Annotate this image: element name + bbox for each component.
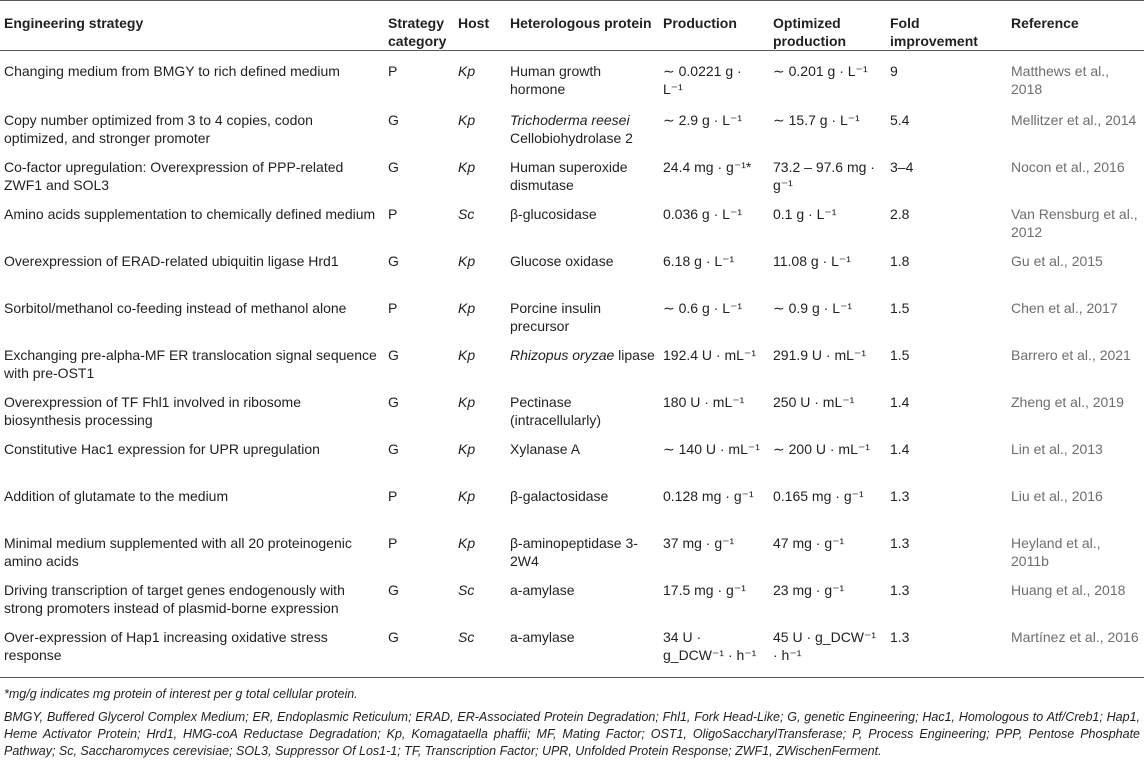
cell-optimized: 11.08 g · L⁻¹ [773, 252, 851, 269]
cell-protein: Xylanase A [510, 440, 581, 457]
cell-host: Kp [458, 299, 476, 316]
cell-fold: 1.5 [890, 299, 910, 316]
cell-reference[interactable]: Zheng et al., 2019 [1011, 393, 1124, 410]
header-category: Strategy category [384, 1, 454, 51]
cell-strategy: Copy number optimized from 3 to 4 copies, codon optimized, and stronger promoter [4, 111, 313, 146]
cell-reference[interactable]: Chen et al., 2017 [1011, 299, 1118, 316]
cell-protein: β-glucosidase [510, 205, 597, 222]
cell-reference[interactable]: Martínez et al., 2016 [1007, 623, 1144, 678]
cell-category: G [388, 252, 399, 269]
cell-optimized: ∼ 0.9 g · L⁻¹ [773, 299, 853, 316]
cell-category: P [388, 487, 398, 504]
cell-strategy: Addition of glutamate to the medium [4, 487, 229, 504]
cell-host: Kp [458, 440, 476, 457]
cell-host: Kp [458, 111, 476, 128]
table-row [0, 51, 1144, 106]
cell-protein: Human growth hormone [510, 63, 602, 97]
table-notes [0, 678, 1144, 760]
cell-production: ∼ 140 U · mL⁻¹ [663, 440, 760, 457]
cell-strategy: Overexpression of ERAD-related ubiquitin ligase Hrd1 [4, 252, 339, 269]
cell-fold: 2.8 [890, 205, 910, 222]
footnote: *mg/g indicates mg protein of interest per g total cellular protein. [4, 687, 358, 701]
cell-fold: 1.8 [890, 252, 910, 269]
cell-production: 0.128 mg · g⁻¹ [663, 487, 754, 504]
cell-category: G [388, 393, 399, 410]
cell-strategy: Exchanging pre-alpha-MF ER translocation signal sequence with pre-OST1 [4, 346, 377, 381]
cell-production: 180 U · mL⁻¹ [663, 393, 745, 410]
cell-reference[interactable]: Liu et al., 2016 [1011, 487, 1103, 504]
cell-reference[interactable]: Lin et al., 2013 [1011, 440, 1103, 457]
cell-protein [506, 341, 659, 388]
header-strategy: Engineering strategy [0, 1, 384, 51]
cell-optimized: 291.9 U · mL⁻¹ [773, 346, 866, 363]
cell-strategy: Changing medium from BMGY to rich defined medium [4, 63, 340, 79]
cell-category: P [388, 534, 398, 551]
table-row [0, 341, 1144, 388]
header-host: Host [454, 1, 506, 51]
cell-strategy: Co-factor upregulation: Overexpression of PPP-related ZWF1 and SOL3 [4, 158, 344, 193]
cell-host: Kp [458, 63, 476, 79]
cell-host: Kp [458, 393, 476, 410]
protein-species: Trichoderma reesei [510, 111, 630, 128]
cell-optimized: ∼ 200 U · mL⁻¹ [773, 440, 870, 457]
cell-protein: β-galactosidase [510, 487, 609, 504]
cell-category: G [384, 623, 454, 678]
cell-fold: 1.4 [890, 393, 910, 410]
table-row [0, 294, 1144, 341]
cell-optimized: 47 mg · g⁻¹ [773, 534, 845, 551]
cell-protein: Glucose oxidase [510, 252, 614, 269]
cell-protein [506, 106, 659, 153]
cell-production: 24.4 mg · g⁻¹* [663, 158, 752, 175]
header-fold: Fold improvement [886, 1, 1007, 51]
cell-host: Kp [458, 487, 476, 504]
cell-fold: 1.5 [890, 346, 910, 363]
cell-production: 17.5 mg · g⁻¹ [663, 581, 746, 598]
cell-host: Sc [454, 623, 506, 678]
table-row [0, 576, 1144, 623]
cell-production: ∼ 0.0221 g · L⁻¹ [663, 63, 742, 97]
cell-host: Kp [458, 252, 476, 269]
table-row [0, 482, 1144, 529]
cell-reference[interactable]: Nocon et al., 2016 [1011, 158, 1125, 175]
cell-category: P [388, 205, 398, 222]
cell-production: 34 U · g_DCW⁻¹ · h⁻¹ [659, 623, 769, 678]
cell-category: G [388, 111, 399, 128]
cell-fold: 9 [890, 63, 898, 79]
cell-production: ∼ 2.9 g · L⁻¹ [663, 111, 743, 128]
table-row [0, 388, 1144, 435]
cell-fold: 3–4 [890, 158, 914, 175]
header-reference: Reference [1007, 1, 1144, 51]
table-row [0, 200, 1144, 247]
cell-reference[interactable]: Mellitzer et al., 2014 [1011, 111, 1137, 128]
cell-fold: 1.4 [890, 440, 910, 457]
cell-host: Kp [458, 346, 476, 363]
cell-category: G [388, 440, 399, 457]
cell-host: Sc [458, 581, 475, 598]
header-production: Production [659, 1, 769, 51]
cell-production: 6.18 g · L⁻¹ [663, 252, 735, 269]
table-row [0, 435, 1144, 482]
table-body [0, 51, 1144, 678]
cell-reference[interactable]: Van Rensburg et al., 2012 [1011, 205, 1138, 240]
cell-optimized: ∼ 15.7 g · L⁻¹ [773, 111, 860, 128]
table-row [0, 153, 1144, 200]
cell-category: P [388, 299, 398, 316]
cell-optimized: 23 mg · g⁻¹ [773, 581, 845, 598]
cell-protein: a-amylase [506, 623, 659, 678]
table-row [0, 529, 1144, 576]
protein-name: lipase [618, 346, 655, 363]
cell-protein: Pectinase (intracellularly) [510, 393, 602, 428]
cell-category: G [388, 346, 399, 363]
cell-optimized: 0.1 g · L⁻¹ [773, 205, 837, 222]
cell-production: 37 mg · g⁻¹ [663, 534, 735, 551]
header-optimized: Optimized production [769, 1, 886, 51]
cell-optimized: 73.2 – 97.6 mg · g⁻¹ [773, 158, 875, 193]
cell-strategy: Overexpression of TF Fhl1 involved in ribosome biosynthesis processing [4, 393, 301, 428]
cell-strategy: Amino acids supplementation to chemically defined medium [4, 205, 376, 222]
protein-species: Rhizopus oryzae [510, 346, 615, 363]
cell-protein: β-aminopeptidase 3-2W4 [510, 534, 638, 569]
abbreviations: BMGY, Buffered Glycerol Complex Medium; ER, Endoplasmic Reticulum; ERAD, ER-Associated Protein Degradation; Fhl1, Fork Head-Like; G, genetic Engineering; Hac1, Homologous to Atf/Creb1; Hap1, Heme Activator Protein; Hrd1, HMG-coA Reductase Degradation; Kp, Komagataella phaffii; MF, Mating Factor; OST1, OligoSaccharylTransferase; P, Process Engineering; PPP, Pentose Phosphate Pathway; Sc, Saccharomyces cerevisiae; SOL3, Suppressor Of Los1-1; TF, Transcription Factor; UPR, Unfolded Protein Response; ZWF1, ZWischenFerment. [4, 710, 1140, 758]
table-header [0, 1, 1144, 51]
cell-optimized: 250 U · mL⁻¹ [773, 393, 855, 410]
cell-host: Kp [458, 534, 476, 551]
cell-strategy: Constitutive Hac1 expression for UPR upregulation [4, 440, 320, 457]
cell-category: G [388, 158, 399, 175]
header-row [0, 1, 1144, 51]
cell-production: 0.036 g · L⁻¹ [663, 205, 742, 222]
cell-reference[interactable]: Barrero et al., 2021 [1011, 346, 1131, 363]
cell-reference[interactable]: Matthews et al., 2018 [1011, 63, 1110, 97]
cell-production: 192.4 U · mL⁻¹ [663, 346, 756, 363]
cell-strategy: Over-expression of Hap1 increasing oxidative stress response [0, 623, 384, 678]
cell-category: G [388, 581, 399, 598]
cell-fold: 1.3 [890, 487, 910, 504]
cell-fold: 5.4 [890, 111, 910, 128]
cell-production: ∼ 0.6 g · L⁻¹ [663, 299, 743, 316]
cell-fold: 1.3 [886, 623, 1007, 678]
cell-protein: Porcine insulin precursor [510, 299, 602, 334]
cell-category: P [388, 63, 398, 79]
cell-reference[interactable]: Heyland et al., 2011b [1011, 534, 1101, 569]
cell-optimized: 0.165 mg · g⁻¹ [773, 487, 864, 504]
cell-protein: a-amylase [510, 581, 575, 598]
cell-strategy: Sorbitol/methanol co-feeding instead of methanol alone [4, 299, 347, 316]
cell-reference[interactable]: Gu et al., 2015 [1011, 252, 1103, 269]
table-row [0, 623, 1144, 678]
cell-optimized: ∼ 0.201 g · L⁻¹ [773, 63, 868, 79]
protein-name: Cellobiohydrolase 2 [510, 129, 633, 146]
cell-strategy: Driving transcription of target genes endogenously with strong promoters instead of plasmid-borne expression [4, 581, 345, 616]
cell-fold: 1.3 [890, 581, 910, 598]
cell-host: Sc [458, 205, 475, 222]
cell-host: Kp [458, 158, 476, 175]
cell-fold: 1.3 [890, 534, 910, 551]
cell-reference[interactable]: Huang et al., 2018 [1011, 581, 1126, 598]
header-protein: Heterologous protein [506, 1, 659, 51]
cell-optimized: 45 U · g_DCW⁻¹ · h⁻¹ [769, 623, 886, 678]
cell-protein: Human superoxide dismutase [510, 158, 628, 193]
table-row [0, 106, 1144, 153]
table-row [0, 247, 1144, 294]
cell-strategy: Minimal medium supplemented with all 20 proteinogenic amino acids [4, 534, 352, 569]
